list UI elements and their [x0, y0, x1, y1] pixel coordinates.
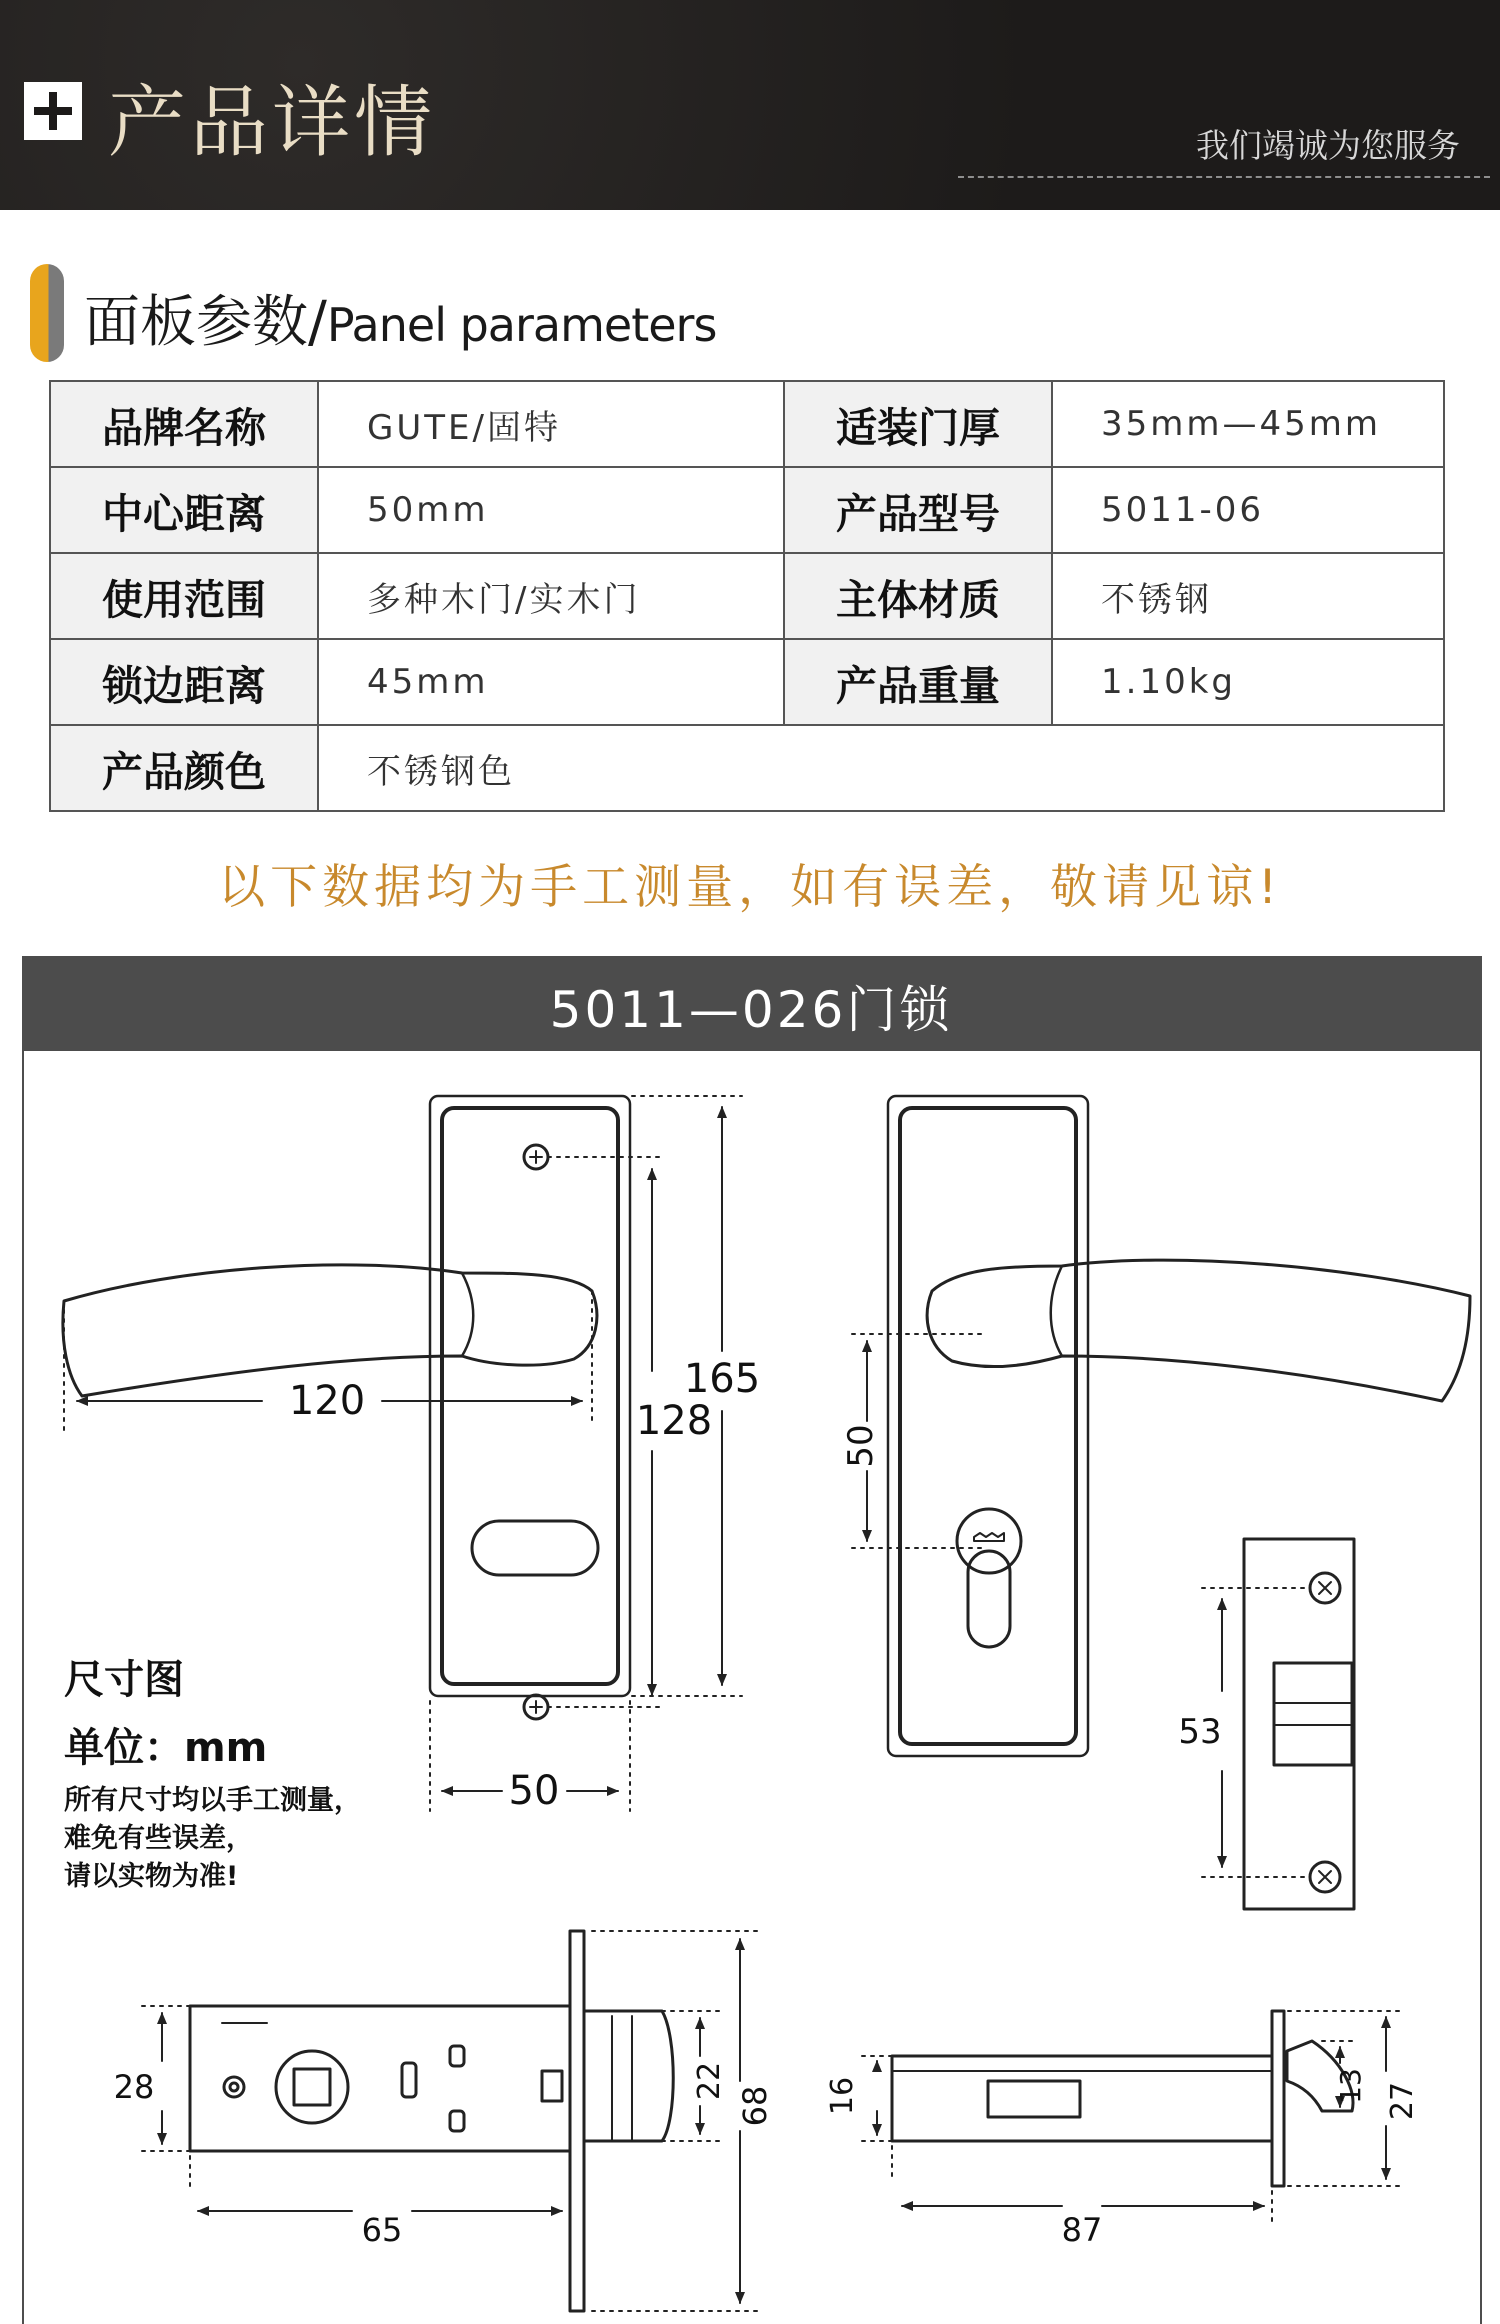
dim-label: 68: [736, 2085, 774, 2127]
header-subtitle: 我们竭诚为您服务: [1196, 126, 1460, 165]
legend-note: 请以实物为准!: [64, 1861, 239, 1892]
dim-label: 22: [692, 2061, 727, 2101]
legend-unit: 单位：mm: [64, 1725, 268, 1771]
param-label: 中心距离: [50, 467, 318, 553]
legend-note: 难免有些误差，: [64, 1823, 253, 1854]
param-value: 多种木门/实木门: [318, 553, 784, 639]
section-title: [84, 278, 716, 358]
param-label: 产品颜色: [50, 725, 318, 811]
param-value: 1.10kg: [1052, 639, 1444, 725]
plus-icon: [24, 82, 82, 140]
dim-label: 50: [841, 1424, 881, 1468]
section-accent-bar: [30, 264, 64, 362]
param-label: 使用范围: [50, 553, 318, 639]
dimension-drawing: [22, 1051, 1478, 2321]
legend-title: 尺寸图: [64, 1657, 184, 1703]
param-value: 5011-06: [1052, 467, 1444, 553]
dim-label: 50: [508, 1768, 560, 1814]
param-label: 产品型号: [784, 467, 1052, 553]
dim-label: 27: [1385, 2081, 1420, 2121]
dim-label: 53: [1178, 1712, 1222, 1752]
param-value: 不锈钢色: [318, 725, 1444, 811]
dim-label: 120: [288, 1378, 366, 1424]
section-title-cn: 面板参数/: [84, 290, 327, 355]
section-title-en: Panel parameters: [326, 298, 717, 352]
page-title: 产品详情: [108, 78, 437, 168]
param-value: 35mm—45mm: [1052, 381, 1444, 467]
param-value: GUTE/固特: [318, 381, 784, 467]
cylinder-icon: [957, 1509, 1021, 1647]
strike-plate: [1244, 1539, 1354, 1909]
param-value: 50mm: [318, 467, 784, 553]
dim-label: 13: [1334, 2068, 1367, 2104]
measurement-note: 以下数据均为手工测量，如有误差，敬请见谅!: [218, 860, 1282, 915]
dim-label: 16: [825, 2076, 860, 2116]
legend-note: 所有尺寸均以手工测量，: [64, 1785, 361, 1816]
table-row: [50, 553, 1444, 639]
header-divider: [958, 176, 1490, 178]
table-row: [50, 725, 1444, 811]
back-view-plate: [888, 1096, 1088, 1756]
param-value: 45mm: [318, 639, 784, 725]
dim-label: 28: [113, 2068, 155, 2106]
param-label: 锁边距离: [50, 639, 318, 725]
dim-label: 165: [683, 1356, 761, 1402]
dim-label: 128: [635, 1398, 713, 1444]
param-label: 产品重量: [784, 639, 1052, 725]
table-row: [50, 381, 1444, 467]
table-row: [50, 467, 1444, 553]
param-label: 品牌名称: [50, 381, 318, 467]
latch-side: [892, 2011, 1353, 2186]
front-view-plate: [430, 1096, 630, 1696]
param-label: 主体材质: [784, 553, 1052, 639]
param-label: 适装门厚: [784, 381, 1052, 467]
parameter-table: [49, 380, 1445, 812]
param-value: 不锈钢: [1052, 553, 1444, 639]
slot: [472, 1521, 598, 1575]
drawing-title: 5011—026门锁: [549, 981, 953, 1039]
front-handle: [63, 1265, 597, 1396]
table-row: [50, 639, 1444, 725]
latch-body: [190, 1931, 673, 2311]
back-handle: [927, 1260, 1470, 1401]
dim-label: 65: [361, 2211, 403, 2249]
dim-label: 87: [1061, 2211, 1103, 2249]
